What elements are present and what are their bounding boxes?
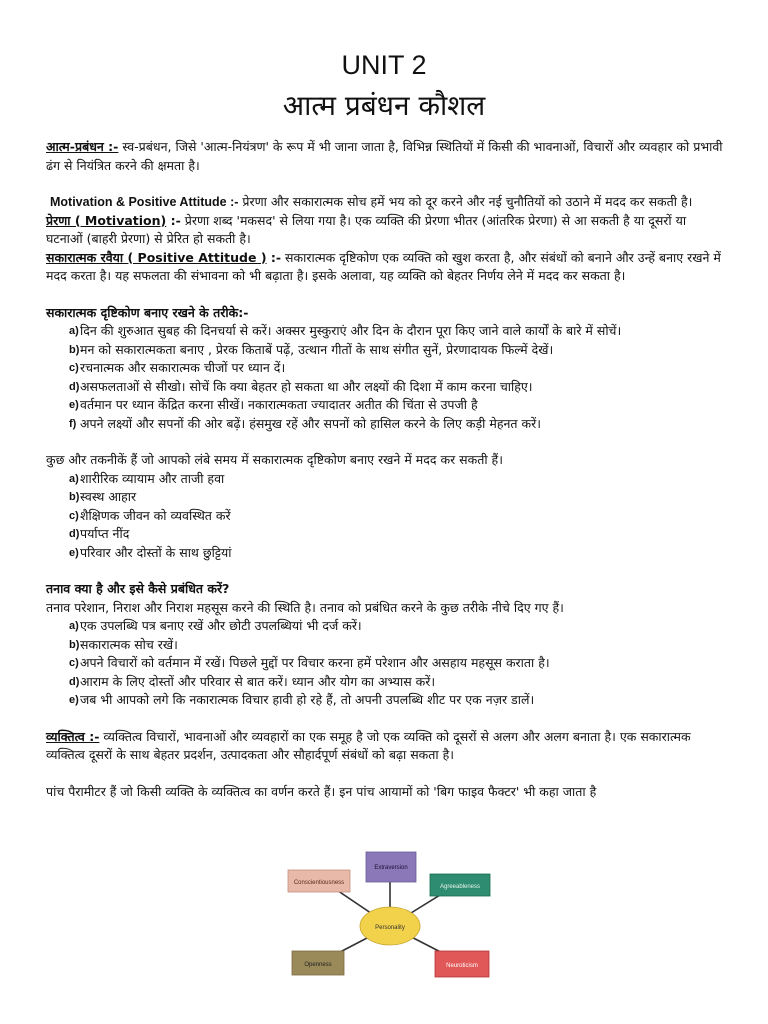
list-item: b) मन को सकारात्मकता बनाए , प्रेरक किताबें पढ़ें, उत्थान गीतों के साथ संगीत सुनें, प्रेरणादायक फिल्में देखें।: [69, 341, 554, 357]
motivation-paragraph: [46, 212, 726, 249]
trait-label: Openness: [304, 962, 332, 968]
personality-text: व्यक्तित्व विचारों, भावनाओं और व्यवहारों का एक समूह है जो एक व्यक्ति को दूसरों से अलग और अलग बनाता है। एक सकारात्मक व्यक्तित्व दूसरों के साथ बेहतर प्रदर्शन, उत्पादकता और सौहार्दपूर्ण संबंधों को बढ़ा सकता है।: [46, 728, 691, 762]
list-item: e) जब भी आपको लगे कि नकारात्मक विचार हावी हो रहे हैं, तो अपनी उपलब्धि शीट पर एक नज़र डालें।: [69, 692, 535, 707]
list-item: c) शैक्षिणक जीवन को व्यवस्थित करें: [69, 507, 231, 523]
list-item: d) पर्याप्त नींद: [69, 526, 130, 541]
list-item: a) शारीरिक व्यायाम और ताजी हवा: [69, 470, 225, 486]
list-item: a) दिन की शुरुआत सुबह की दिनचर्या से करें। अक्सर मुस्कुराएं और दिन के दौरान पूरा किए जाने वाले कार्यों के बारे में सोचें।: [69, 323, 622, 338]
list-item: f) अपने लक्ष्यों और सपनों की ओर बढ़ें। हंसमुख रहें और सपनों को हासिल करने के लिए कड़ी मेहनत करें।: [69, 415, 541, 431]
techniques-list: [46, 470, 726, 563]
positive-attitude-suffix: :-: [266, 249, 282, 265]
list-item: b) सकारात्मक सोच रखें।: [69, 636, 178, 652]
list-item: d) आराम के लिए दोस्तों और परिवार से बात करें। ध्यान और योग का अभ्यास करें।: [69, 673, 436, 689]
stress-heading: तनाव क्या है और इसे कैसे प्रबंधित करें?: [46, 581, 230, 596]
stress-intro: तनाव परेशान, निराश और निराश महसूस करने की स्थिति है। तनाव को प्रबंधित करने के कुछ तरीके नीचे दिए गए हैं।: [46, 599, 564, 615]
intro-label: आत्म-प्रबंधन :-: [46, 139, 119, 154]
motivation-suffix: :-: [166, 212, 181, 228]
trait-label: Extraversion: [374, 865, 408, 871]
motivation-attitude-label: Motivation & Positive Attitude :-: [50, 195, 239, 209]
trait-label: Neuroticism: [446, 963, 478, 969]
intro-paragraph: [46, 138, 726, 175]
positive-attitude-text: सकारात्मक दृष्टिकोण एक व्यक्ति को खुश करता है, और संबंधों को बनाने और उन्हें बनाए रखने में मदद करता है। यह सफलता की संभावना को भी बढ़ाता है। इसके अलावा, यह व्यक्ति को बेहतर निर्णय लेने में मदद कर सकता है।: [46, 249, 721, 283]
motivation-attitude-paragraph: [46, 193, 726, 212]
techniques-intro: कुछ और तकनीकें हैं जो आपको लंबे समय में सकारात्मक दृष्टिकोण बनाए रखने में मदद कर सकती हैं।: [46, 452, 503, 467]
positive-attitude-label: सकारात्मक रवैया ( Positive Attitude ): [46, 249, 267, 265]
list-item: c) रचनात्मक और सकारात्मक चीजों पर ध्यान दें।: [69, 360, 286, 375]
unit-title: UNIT 2: [341, 50, 427, 80]
list-item: b) स्वस्थ आहार: [69, 489, 137, 504]
trait-label: Conscientiousness: [293, 880, 345, 886]
ways-heading: सकारात्मक दृष्टिकोण बनाए रखने के तरीके:-: [46, 304, 249, 320]
intro-text: स्व-प्रबंधन, जिसे 'आत्म-नियंत्रण' के रूप में भी जाना जाता है, विभिन्न स्थितियों में किसी की भावनाओं, विचारों और व्यवहार को प्रभावी ढंग से नियंत्रित करने की क्षमता है।: [46, 139, 723, 173]
center-label: Personality: [375, 925, 405, 931]
list-item: e) परिवार और दोस्तों के साथ छुट्टियां: [69, 544, 232, 560]
personality-label: व्यक्तित्व :-: [46, 728, 100, 744]
stress-list: [46, 617, 726, 710]
trait-label: Agreeableness: [439, 884, 481, 890]
list-item: a) एक उपलब्धि पत्र बनाए रखें और छोटी उपलब्धियां भी दर्ज करें।: [69, 618, 362, 633]
personality-diagram: [280, 848, 500, 983]
positive-attitude-paragraph: [46, 249, 726, 286]
document-body: [46, 138, 726, 801]
motivation-label: प्रेरणा ( Motivation): [46, 212, 167, 228]
ways-list: [46, 322, 726, 433]
list-item: c) अपने विचारों को वर्तमान में रखें। पिछले मुद्दों पर विचार करना हमें परेशान और असहाय महसूस कराता है।: [69, 655, 550, 670]
list-item: d) असफलताओं से सीखो। सोचें कि क्या बेहतर हो सकता था और लक्ष्यों की दिशा में काम करना चाहिए।: [69, 378, 533, 394]
motivation-text: प्रेरणा शब्द 'मकसद' से लिया गया है। एक व्यक्ति की प्रेरणा भीतर (आंतरिक प्रेरणा) से आ सकती है या दूसरों या घटनाओं (बाहरी प्रेरणा) से प्रेरित हो सकती है।: [46, 212, 687, 246]
page-title: आत्म प्रबंधन कौशल: [282, 89, 486, 122]
list-item: e) वर्तमान पर ध्यान केंद्रित करना सीखें। नकारात्मकता ज्यादातर अतीत की चिंता से उपजी है: [69, 397, 478, 412]
personality-paragraph: [46, 728, 726, 765]
motivation-attitude-text: प्रेरणा और सकारात्मक सोच हमें भय को दूर करने और नई चुनौतियों को उठाने में मदद कर सकती है।: [238, 194, 693, 209]
big-five-paragraph: पांच पैरामीटर हैं जो किसी व्यक्ति के व्यक्तित्व का वर्णन करते हैं। इन पांच आयामों को 'बिग फाइव फैक्टर' भी कहा जाता है: [46, 783, 597, 799]
